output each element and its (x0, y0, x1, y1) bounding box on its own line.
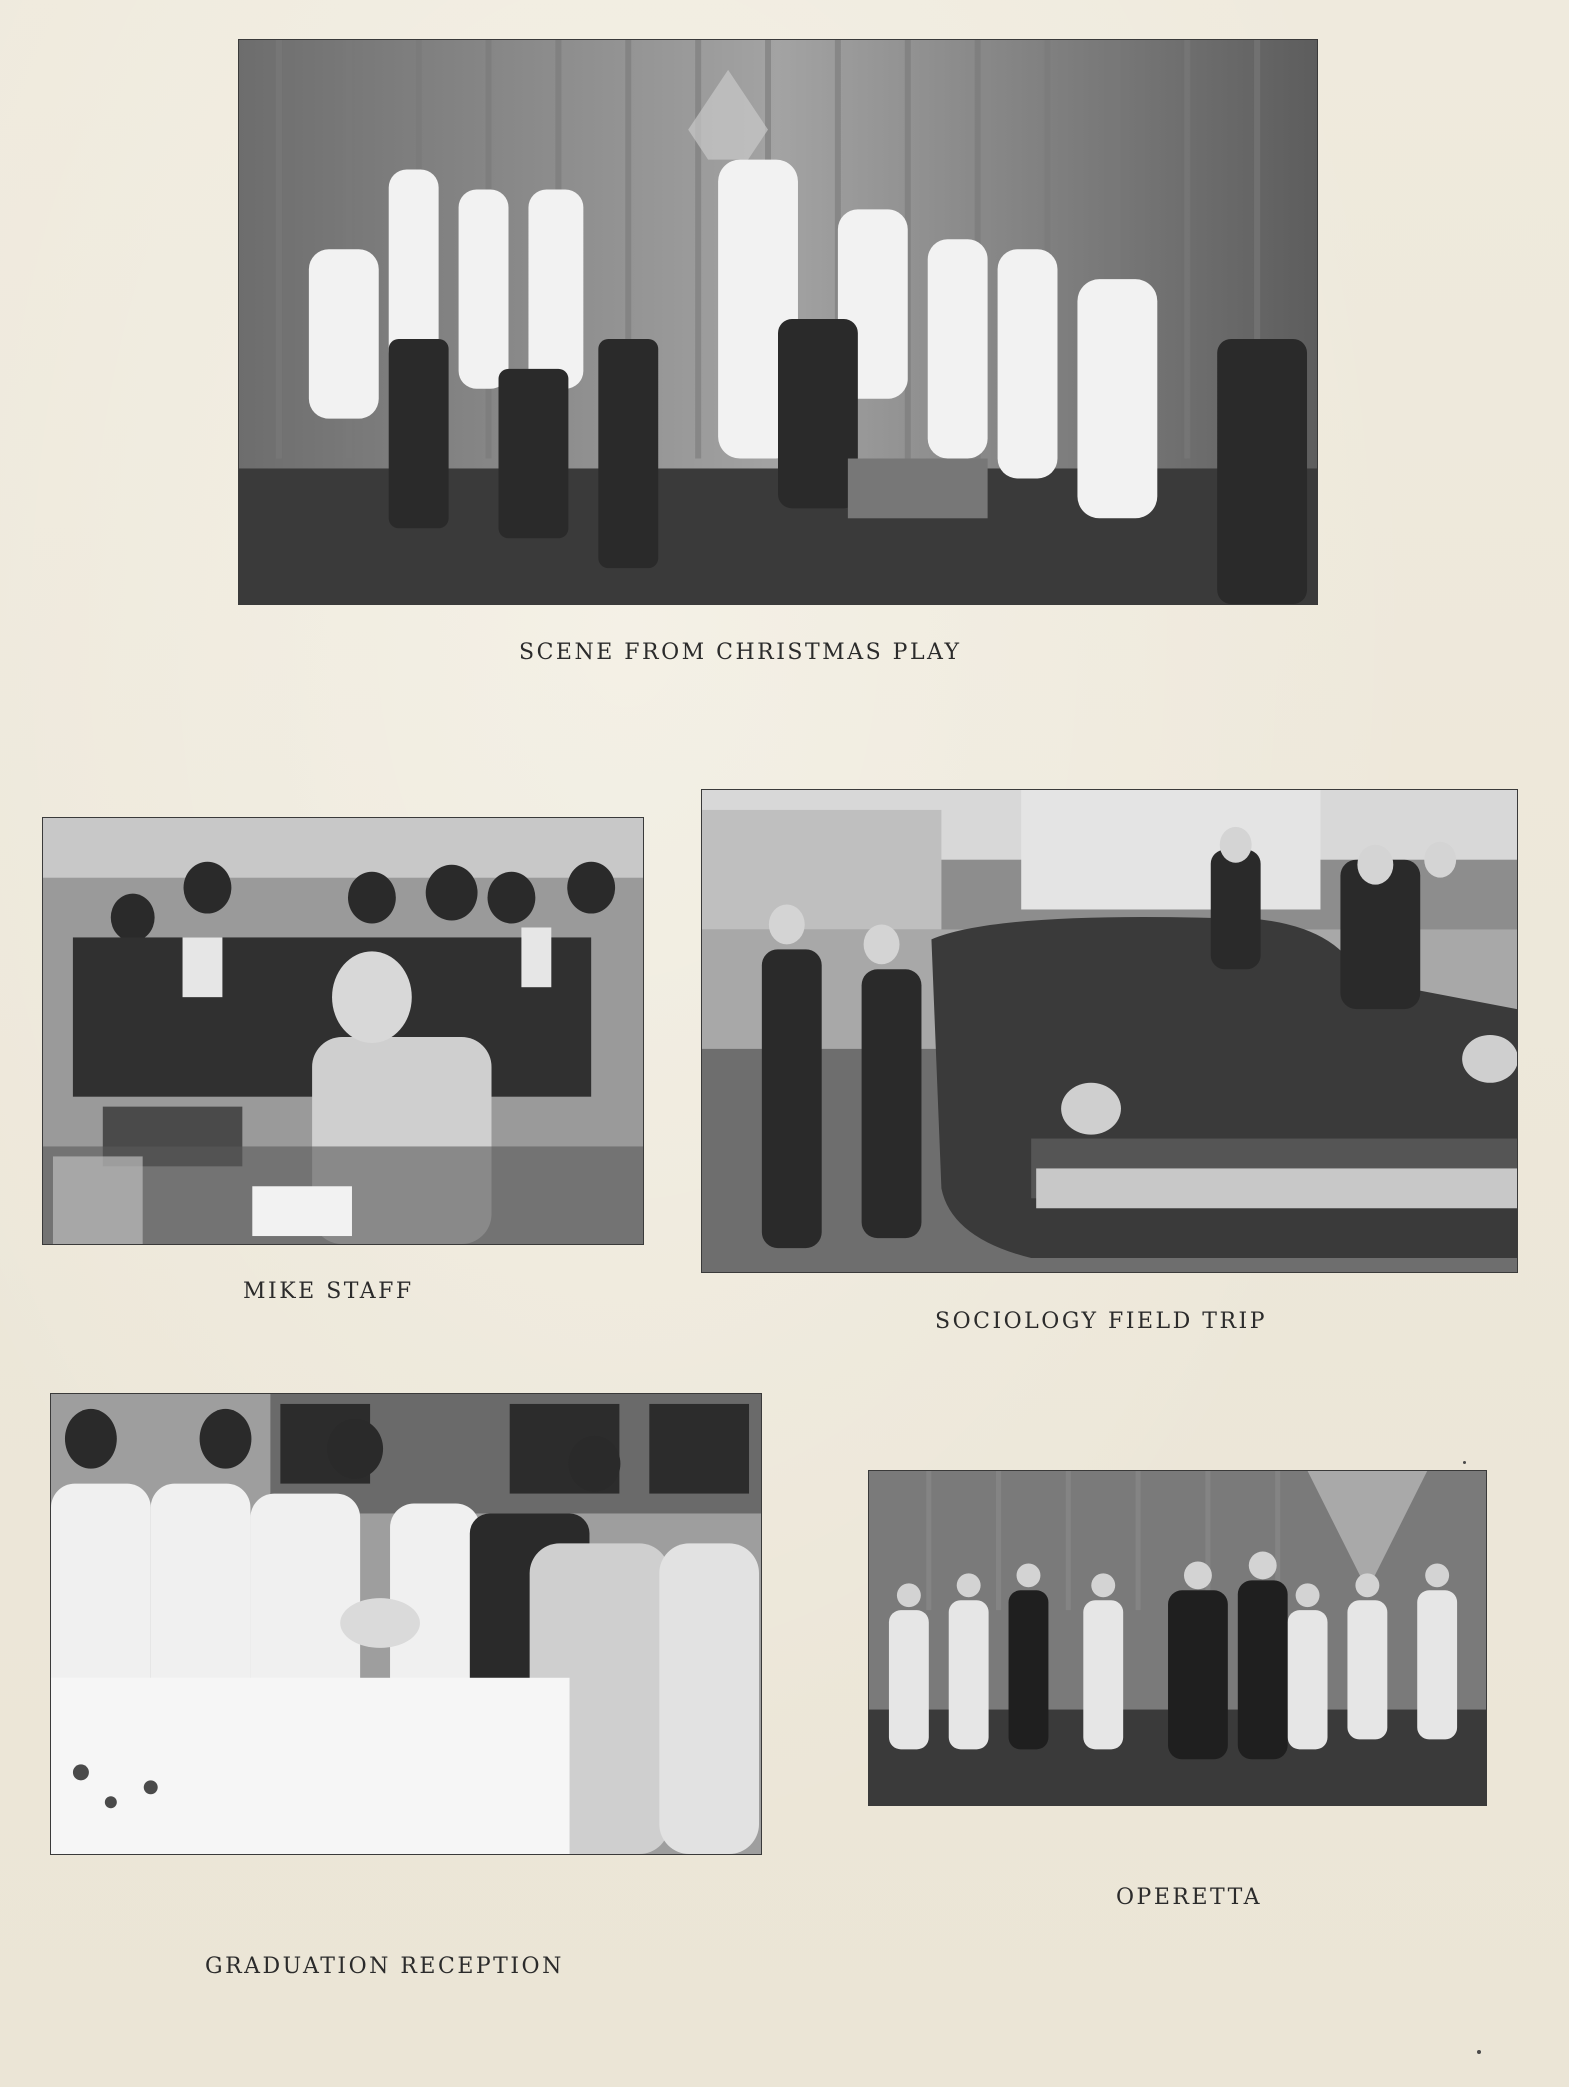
sociology-field-trip-caption: SOCIOLOGY FIELD TRIP (935, 1309, 1268, 1334)
print-speck (1463, 1461, 1466, 1464)
operetta-caption: OPERETTA (1116, 1885, 1262, 1910)
print-speck (1477, 2050, 1481, 2054)
christmas-play-photo (238, 39, 1318, 605)
mike-staff-caption: MIKE STAFF (243, 1279, 414, 1304)
sociology-field-trip-photo (701, 789, 1518, 1273)
christmas-play-caption: SCENE FROM CHRISTMAS PLAY (519, 640, 962, 665)
graduation-reception-photo (50, 1393, 762, 1855)
operetta-photo (868, 1470, 1487, 1806)
graduation-reception-caption: GRADUATION RECEPTION (205, 1954, 564, 1979)
mike-staff-photo (42, 817, 644, 1245)
